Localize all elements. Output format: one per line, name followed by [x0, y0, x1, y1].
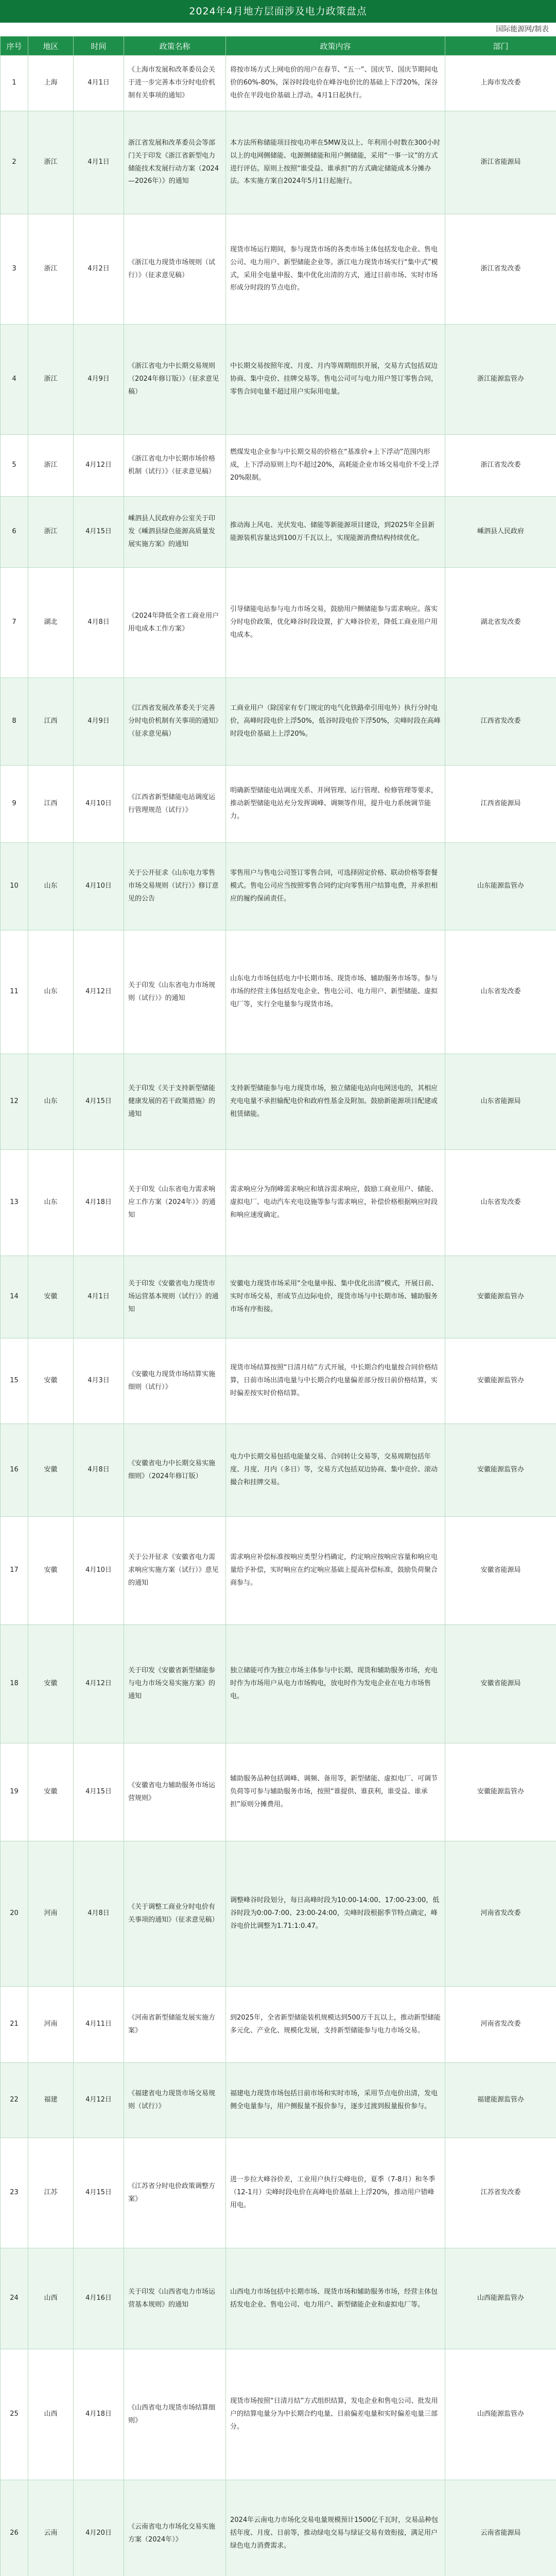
header-date: 时间 [74, 37, 124, 56]
row-department: 山东能源监管办 [445, 843, 556, 930]
table-row [1, 1841, 556, 1987]
row-policy-name: 嵊泗县人民政府办公室关于印发《嵊泗县绿色能源高质量发展实施方案》的通知 [124, 497, 226, 568]
row-department: 湖北省发改委 [445, 568, 556, 678]
row-date: 4月9日 [74, 678, 124, 766]
header-policy-name: 政策名称 [124, 37, 226, 56]
row-policy-name: 《安徽电力现货市场结算实施细则（试行）》 [124, 1338, 226, 1424]
row-policy-content: 明确新型储能电站调度关系、并网管理、运行管理、检修管理等要求，推动新型储能电站充分发挥调峰、调频等作用，提升电力系统调节能力。 [226, 766, 445, 843]
row-policy-name: 关于印发《安徽省新型储能参与电力市场交易实施方案》的通知 [124, 1625, 226, 1743]
row-department: 安徽能源监管办 [445, 1338, 556, 1424]
row-policy-name: 关于印发《山西省电力市场运营基本规则》的通知 [124, 2248, 226, 2349]
table-row [1, 1150, 556, 1256]
row-department: 安徽能源监管办 [445, 1256, 556, 1338]
row-no: 23 [1, 2138, 28, 2248]
row-policy-content: 电力中长期交易包括电能量交易、合同转让交易等，交易周期包括年度、月度、月内（多日）等，交易方式包括双边协商、集中竞价、滚动撮合和挂牌交易。 [226, 1424, 445, 1517]
row-department: 山西能源监管办 [445, 2248, 556, 2349]
row-policy-name: 《福建省电力现货市场交易规则（试行）》 [124, 2063, 226, 2138]
row-policy-content: 2024年云南电力市场化交易电量规模预计1500亿千瓦时，交易品种包括年度、月度、日前等，推动绿电交易与绿证交易有效衔接，满足用户绿色电力消费需求。 [226, 2480, 445, 2576]
row-policy-content: 需求响应分为削峰需求响应和填谷需求响应，鼓励工商业用户、储能、虚拟电厂、电动汽车充电设施等参与需求响应，补偿价格根据响应时段和响应速度确定。 [226, 1150, 445, 1256]
row-department: 河南省发改委 [445, 1841, 556, 1987]
row-policy-content: 独立储能可作为独立市场主体参与中长期、现货和辅助服务市场，充电时作为市场用户从电力市场购电，放电时作为发电企业在电力市场售电。 [226, 1625, 445, 1743]
table-row [1, 1743, 556, 1841]
row-department: 河南省发改委 [445, 1987, 556, 2063]
row-department: 浙江省发改委 [445, 214, 556, 325]
row-department: 江苏省发改委 [445, 2138, 556, 2248]
row-region: 上海 [28, 56, 74, 111]
row-date: 4月12日 [74, 2063, 124, 2138]
row-region: 安徽 [28, 1338, 74, 1424]
row-region: 安徽 [28, 1625, 74, 1743]
row-policy-content: 需求响应补偿标准按响应类型分档确定，约定响应按响应容量和响应电量给予补偿，实时响应在约定响应基础上提高补偿标准，鼓励负荷聚合商参与。 [226, 1517, 445, 1625]
row-date: 4月20日 [74, 2480, 124, 2576]
row-region: 湖北 [28, 568, 74, 678]
row-region: 河南 [28, 1987, 74, 2063]
row-region: 山东 [28, 930, 74, 1054]
row-date: 4月1日 [74, 111, 124, 214]
row-policy-name: 关于印发《山东省电力需求响应工作方案（2024年）》的通知 [124, 1150, 226, 1256]
row-region: 浙江 [28, 435, 74, 497]
row-region: 江苏 [28, 2138, 74, 2248]
row-region: 安徽 [28, 1256, 74, 1338]
table-row [1, 1517, 556, 1625]
row-no: 15 [1, 1338, 28, 1424]
table-row [1, 111, 556, 214]
row-policy-name: 《河南省新型储能发展实施方案》 [124, 1987, 226, 2063]
row-policy-content: 安徽电力现货市场采用“全电量申报、集中优化出清”模式，开展日前、实时市场交易，形成节点边际电价，现货市场与中长期市场、辅助服务市场有序衔接。 [226, 1256, 445, 1338]
row-no: 10 [1, 843, 28, 930]
row-department: 山东省发改委 [445, 930, 556, 1054]
row-policy-name: 《江西省新型储能电站调度运行管理规范（试行）》 [124, 766, 226, 843]
table-row [1, 930, 556, 1054]
row-policy-content: 工商业用户（除国家有专门规定的电气化铁路牵引用电外）执行分时电价，高峰时段电价上浮50%，低谷时段电价下浮50%，尖峰时段在高峰时段电价基础上上浮20%。 [226, 678, 445, 766]
row-date: 4月15日 [74, 1054, 124, 1150]
row-department: 上海市发改委 [445, 56, 556, 111]
row-date: 4月12日 [74, 435, 124, 497]
header-no: 序号 [1, 37, 28, 56]
page-title: 2024年4月地方层面涉及电力政策盘点 [0, 0, 556, 23]
table-row [1, 497, 556, 568]
row-no: 12 [1, 1054, 28, 1150]
row-date: 4月9日 [74, 325, 124, 435]
row-policy-name: 关于公开征求《山东电力零售市场交易规则（试行）》修订意见的公告 [124, 843, 226, 930]
row-department: 山西能源监管办 [445, 2349, 556, 2480]
header-department: 部门 [445, 37, 556, 56]
row-department: 浙江省发改委 [445, 435, 556, 497]
row-department: 江西省能源局 [445, 766, 556, 843]
row-policy-content: 引导储能电站参与电力市场交易，鼓励用户侧储能参与需求响应。落实分时电价政策，优化峰谷时段设置，扩大峰谷价差，降低工商业用户用电成本。 [226, 568, 445, 678]
table-row [1, 2248, 556, 2349]
row-date: 4月12日 [74, 1625, 124, 1743]
row-no: 4 [1, 325, 28, 435]
row-policy-name: 《浙江省电力中长期市场价格机制（试行）》（征求意见稿） [124, 435, 226, 497]
row-policy-content: 山东电力市场包括电力中长期市场、现货市场、辅助服务市场等。参与市场的经营主体包括发电企业、售电公司、电力用户、新型储能、虚拟电厂等，实行全电量参与现货市场。 [226, 930, 445, 1054]
row-date: 4月11日 [74, 1987, 124, 2063]
row-no: 5 [1, 435, 28, 497]
row-region: 安徽 [28, 1517, 74, 1625]
row-no: 7 [1, 568, 28, 678]
row-policy-content: 燃煤发电企业参与中长期交易的价格在“基准价+上下浮动”范围内形成，上下浮动原则上均不超过20%，高耗能企业市场交易电价不受上浮20%限制。 [226, 435, 445, 497]
row-no: 17 [1, 1517, 28, 1625]
table-row [1, 2063, 556, 2138]
row-region: 山西 [28, 2248, 74, 2349]
row-policy-content: 本方法所称储能项目按电功率在5MW及以上、年利用小时数在300小时以上的电网侧储能、电源侧储能和用户侧储能，采用“一事一议”的方式进行评估。原则上按照“谁受益、谁承担”的方式确定储能成本分摊办法。本实施方案自2024年5月1日起施行。 [226, 111, 445, 214]
row-policy-content: 进一步拉大峰谷价差，工业用户执行尖峰电价，夏季（7-8月）和冬季（12-1月）尖峰时段电价在高峰电价基础上上浮20%，推动用户错峰用电。 [226, 2138, 445, 2248]
table-row [1, 678, 556, 766]
row-no: 25 [1, 2349, 28, 2480]
row-policy-name: 《江西省发展改革委关于完善分时电价机制有关事项的通知》（征求意见稿） [124, 678, 226, 766]
row-date: 4月16日 [74, 2248, 124, 2349]
row-date: 4月10日 [74, 1517, 124, 1625]
row-region: 福建 [28, 2063, 74, 2138]
table-row [1, 1987, 556, 2063]
row-date: 4月18日 [74, 2349, 124, 2480]
header-policy-content: 政策内容 [226, 37, 445, 56]
row-region: 山西 [28, 2349, 74, 2480]
table-row [1, 214, 556, 325]
row-region: 山东 [28, 1150, 74, 1256]
row-region: 山东 [28, 843, 74, 930]
row-department: 安徽省能源局 [445, 1625, 556, 1743]
row-date: 4月15日 [74, 2138, 124, 2248]
row-no: 22 [1, 2063, 28, 2138]
row-policy-content: 零售用户与售电公司签订零售合同，可选择固定价格、联动价格等套餐模式。售电公司应当按照零售合同约定向零售用户结算电费，并承担相应的履约保函责任。 [226, 843, 445, 930]
row-region: 山东 [28, 1054, 74, 1150]
row-no: 13 [1, 1150, 28, 1256]
row-policy-content: 推动海上风电、光伏发电、储能等新能源项目建设，到2025年全县新能源装机容量达到100万千瓦以上，实现能源消费结构持续优化。 [226, 497, 445, 568]
row-policy-name: 《安徽省电力中长期交易实施细则》（2024年修订版） [124, 1424, 226, 1517]
row-no: 19 [1, 1743, 28, 1841]
table-header-row [1, 37, 556, 56]
row-department: 嵊泗县人民政府 [445, 497, 556, 568]
row-date: 4月8日 [74, 568, 124, 678]
row-date: 4月2日 [74, 214, 124, 325]
row-policy-name: 《云南省电力市场化交易实施方案（2024年）》 [124, 2480, 226, 2576]
row-policy-content: 山西电力市场包括中长期市场、现货市场和辅助服务市场，经营主体包括发电企业、售电公司、电力用户、新型储能企业和虚拟电厂等。 [226, 2248, 445, 2349]
row-policy-name: 关于印发《山东省电力市场规则（试行）》的通知 [124, 930, 226, 1054]
row-date: 4月1日 [74, 1256, 124, 1338]
table-row [1, 1424, 556, 1517]
row-date: 4月3日 [74, 1338, 124, 1424]
row-policy-name: 《江苏省分时电价政策调整方案》 [124, 2138, 226, 2248]
row-no: 26 [1, 2480, 28, 2576]
source-credit: 国际能源网/制表 [0, 23, 556, 36]
row-policy-content: 辅助服务品种包括调峰、调频、备用等，新型储能、虚拟电厂、可调节负荷等可参与辅助服务市场，按照“谁提供、谁获利，谁受益、谁承担”原则分摊费用。 [226, 1743, 445, 1841]
row-policy-content: 调整峰谷时段划分，每日高峰时段为10:00-14:00、17:00-23:00，低谷时段为0:00-7:00、23:00-24:00，尖峰时段根据季节特点确定，峰谷电价比调整为1.71:1:0.47。 [226, 1841, 445, 1987]
row-date: 4月10日 [74, 766, 124, 843]
row-policy-name: 关于印发《关于支持新型储能健康发展的若干政策措施》的通知 [124, 1054, 226, 1150]
row-date: 4月15日 [74, 497, 124, 568]
table-row [1, 1256, 556, 1338]
row-region: 浙江 [28, 111, 74, 214]
header-region: 地区 [28, 37, 74, 56]
row-department: 安徽能源监管办 [445, 1743, 556, 1841]
row-no: 2 [1, 111, 28, 214]
row-no: 18 [1, 1625, 28, 1743]
table-row [1, 1054, 556, 1150]
table-row [1, 1338, 556, 1424]
row-policy-name: 关于公开征求《安徽省电力需求响应实施方案（试行）》意见的通知 [124, 1517, 226, 1625]
row-region: 安徽 [28, 1743, 74, 1841]
table-row [1, 56, 556, 111]
row-no: 16 [1, 1424, 28, 1517]
row-policy-content: 将按市场方式上网电价的用户在春节、“五一”、国庆节、国庆节期间电价的60%-80%，深谷时段电价在峰谷电价比的基础上下浮20%，深谷电价在平段电价基础上浮动。4月1日起执行。 [226, 56, 445, 111]
row-policy-name: 《关于调整工商业分时电价有关事项的通知》（征求意见稿） [124, 1841, 226, 1987]
row-date: 4月15日 [74, 1743, 124, 1841]
row-policy-name: 《山西省电力现货市场结算细则》 [124, 2349, 226, 2480]
row-no: 14 [1, 1256, 28, 1338]
row-policy-content: 现货市场运行期间，参与现货市场的各类市场主体包括发电企业、售电公司、电力用户、新型储能企业等。浙江电力现货市场实行“集中式”模式，采用全电量申报、集中优化出清的方式，通过日前市场、实时市场形成分时段的节点电价。 [226, 214, 445, 325]
row-date: 4月18日 [74, 1150, 124, 1256]
row-no: 3 [1, 214, 28, 325]
table-row [1, 1625, 556, 1743]
row-region: 江西 [28, 766, 74, 843]
row-policy-name: 《浙江电力现货市场规则（试行）》（征求意见稿） [124, 214, 226, 325]
row-department: 安徽省能源局 [445, 1517, 556, 1625]
row-department: 福建能源监管办 [445, 2063, 556, 2138]
table-row [1, 2138, 556, 2248]
table-row [1, 766, 556, 843]
row-policy-name: 浙江省发展和改革委员会等部门关于印发《浙江省新型电力储能技术发展行动方案（2024—2026年）》的通知 [124, 111, 226, 214]
policy-table [0, 36, 556, 2576]
row-date: 4月12日 [74, 930, 124, 1054]
row-policy-content: 现货市场按照“日清月结”方式组织结算，发电企业和售电公司、批发用户的结算电量分为中长期合约电量、日前偏差电量和实时偏差电量三部分。 [226, 2349, 445, 2480]
row-date: 4月1日 [74, 56, 124, 111]
row-no: 1 [1, 56, 28, 111]
row-policy-name: 《安徽省电力辅助服务市场运营规则》 [124, 1743, 226, 1841]
row-region: 安徽 [28, 1424, 74, 1517]
row-region: 浙江 [28, 325, 74, 435]
row-no: 24 [1, 2248, 28, 2349]
row-policy-name: 关于印发《安徽省电力现货市场运营基本规则（试行）》的通知 [124, 1256, 226, 1338]
row-policy-content: 现货市场结算按照“日清月结”方式开展，中长期合约电量按合同价格结算，日前市场出清电量与中长期合约电量偏差部分按日前价格结算，实时偏差按实时价格结算。 [226, 1338, 445, 1424]
table-row [1, 2480, 556, 2576]
table-row [1, 2349, 556, 2480]
table-row [1, 325, 556, 435]
row-department: 云南省能源局 [445, 2480, 556, 2576]
row-department: 江西省发改委 [445, 678, 556, 766]
row-policy-content: 到2025年，全省新型储能装机规模达到500万千瓦以上，推动新型储能多元化、产业化、规模化发展，支持新型储能参与电力市场交易。 [226, 1987, 445, 2063]
row-date: 4月8日 [74, 1424, 124, 1517]
row-department: 山东省能源局 [445, 1054, 556, 1150]
row-region: 河南 [28, 1841, 74, 1987]
table-row [1, 568, 556, 678]
row-date: 4月10日 [74, 843, 124, 930]
table-row [1, 843, 556, 930]
row-department: 山东省发改委 [445, 1150, 556, 1256]
row-no: 9 [1, 766, 28, 843]
row-no: 20 [1, 1841, 28, 1987]
row-date: 4月8日 [74, 1841, 124, 1987]
row-region: 浙江 [28, 214, 74, 325]
row-no: 21 [1, 1987, 28, 2063]
row-policy-name: 《2024年降低全省工商业用户用电成本工作方案》 [124, 568, 226, 678]
row-no: 6 [1, 497, 28, 568]
row-policy-name: 《浙江省电力中长期交易规则（2024年修订版）》（征求意见稿） [124, 325, 226, 435]
row-policy-name: 《上海市发展和改革委员会关于进一步完善本市分时电价机制有关事项的通知》 [124, 56, 226, 111]
row-policy-content: 支持新型储能参与电力现货市场，独立储能电站向电网送电的，其相应充电电量不承担输配电价和政府性基金及附加。鼓励新能源项目配建或租赁储能。 [226, 1054, 445, 1150]
row-policy-content: 中长期交易按照年度、月度、月内等周期组织开展，交易方式包括双边协商、集中竞价、挂牌交易等。售电公司可与电力用户签订零售合同，零售合同电量不超过用户实际用电量。 [226, 325, 445, 435]
row-policy-content: 福建电力现货市场包括日前市场和实时市场，采用节点电价出清，发电侧全电量参与，用户侧报量不报价参与，逐步过渡到报量报价参与。 [226, 2063, 445, 2138]
row-region: 浙江 [28, 497, 74, 568]
row-no: 8 [1, 678, 28, 766]
table-row [1, 435, 556, 497]
row-region: 江西 [28, 678, 74, 766]
row-no: 11 [1, 930, 28, 1054]
row-department: 安徽能源监管办 [445, 1424, 556, 1517]
row-region: 云南 [28, 2480, 74, 2576]
row-department: 浙江能源监管办 [445, 325, 556, 435]
row-department: 浙江省能源局 [445, 111, 556, 214]
